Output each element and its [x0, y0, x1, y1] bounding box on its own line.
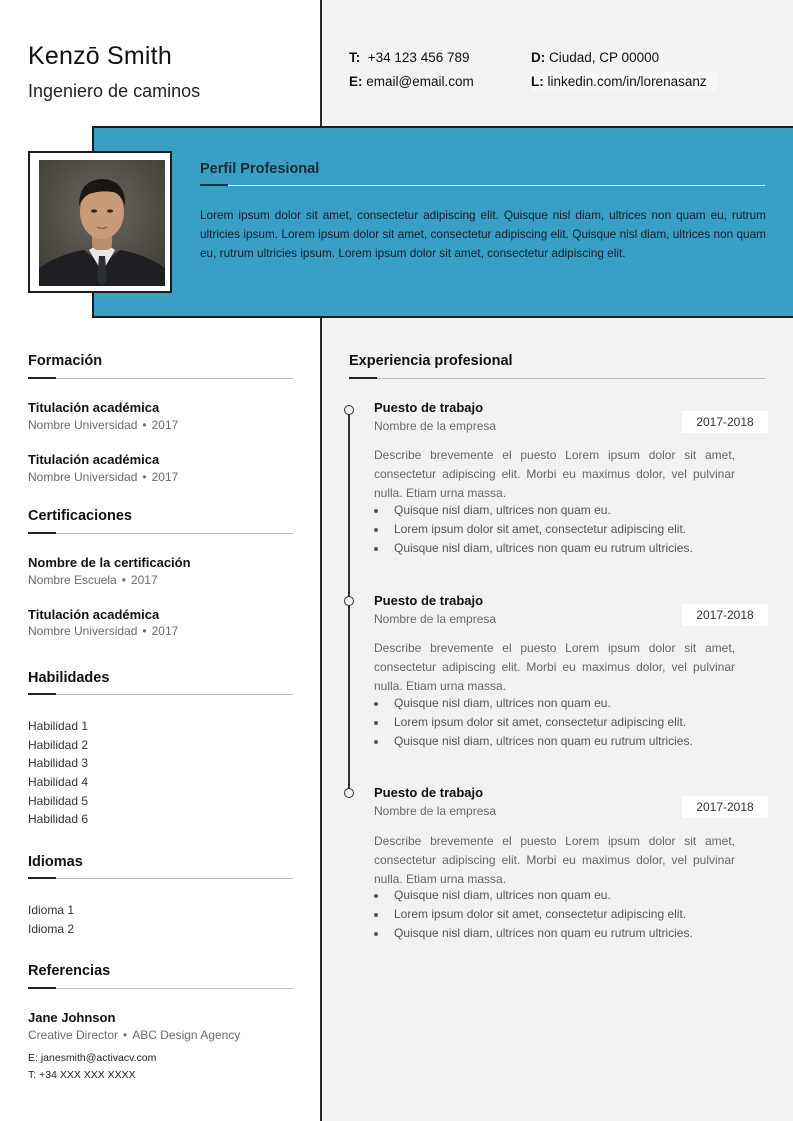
job-date: 2017-2018 — [682, 604, 768, 626]
certification-item-title: Titulación académica — [28, 607, 160, 622]
profile-text: Lorem ipsum dolor sit amet, consectetur adipiscing elit. Quisque nisl diam, ultrices non quam eu, rutrum ultricies ipsum. Lorem ipsum dolor sit amet, consectetur adipiscing elit. Quisque nisl diam, ultrices non quam eu, rutrum ultricies ipsum. Lorem ipsum dolor sit amet, consectetur adipiscing elit. — [200, 208, 766, 260]
profile-photo-frame — [28, 151, 172, 293]
education-title: Formación — [28, 353, 103, 369]
contact-email — [349, 74, 474, 89]
job-bullet — [374, 907, 686, 921]
certification-item-year: 2017 — [151, 624, 179, 638]
job-bullet-text: Quisque nisl diam, ultrices non quam eu rutrum ultricies. — [394, 541, 693, 555]
reference-position: Creative Director • ABC Design Agency — [28, 1028, 241, 1042]
reference-role: Creative Director — [28, 1028, 119, 1042]
reference-company: ABC Design Agency — [132, 1028, 241, 1042]
job-bullet-text: Quisque nisl diam, ultrices non quam eu. — [394, 696, 611, 710]
job-bullet-text: Lorem ipsum dolor sit amet, consectetur adipiscing elit. — [394, 907, 687, 921]
email-label: E: — [349, 74, 363, 89]
job-bullet-text: Quisque nisl diam, ultrices non quam eu rutrum ultricies. — [394, 734, 693, 748]
reference-email: E: janesmith@activacv.com — [28, 1052, 157, 1064]
reference-name: Jane Johnson — [28, 1010, 116, 1025]
experience-divider — [349, 378, 765, 379]
education-divider — [28, 378, 293, 379]
profile-divider — [200, 185, 765, 186]
job-bullet — [374, 541, 693, 555]
job-bullet — [374, 926, 693, 940]
education-item-school: Nombre Universidad — [28, 470, 138, 484]
contact-address — [531, 50, 659, 65]
timeline-node — [344, 405, 354, 415]
skills-divider — [28, 694, 293, 695]
job-bullet-text: Lorem ipsum dolor sit amet, consectetur adipiscing elit. — [394, 522, 687, 536]
skill-item: Habilidad 2 — [28, 738, 89, 752]
language-item: Idioma 2 — [28, 922, 75, 936]
job-bullet-text: Lorem ipsum dolor sit amet, consectetur adipiscing elit. — [394, 715, 687, 729]
education-item-sub: Nombre Universidad • 2017 — [28, 418, 179, 432]
languages-divider — [28, 878, 293, 879]
job-bullet — [374, 696, 611, 710]
contact-phone — [349, 50, 470, 65]
job-title: Puesto de trabajo — [374, 400, 484, 415]
linkedin-label: L: — [531, 74, 544, 89]
job-bullet — [374, 715, 686, 729]
profile-photo — [39, 160, 165, 286]
experience-title: Experiencia profesional — [349, 353, 513, 369]
job-company: Nombre de la empresa — [374, 804, 497, 818]
skill-item: Habilidad 3 — [28, 756, 89, 770]
address-label: D: — [531, 50, 546, 65]
languages-title: Idiomas — [28, 854, 83, 870]
certification-item-school: Nombre Universidad — [28, 624, 138, 638]
email-value: email@email.com — [366, 74, 474, 89]
timeline-node — [344, 788, 354, 798]
contact-linkedin — [531, 72, 717, 91]
job-title: Puesto de trabajo — [374, 593, 484, 608]
certification-item-year: 2017 — [130, 573, 158, 587]
profile-divider-accent — [200, 184, 228, 186]
education-item-year: 2017 — [151, 418, 179, 432]
education-item-title: Titulación académica — [28, 452, 160, 467]
job-company: Nombre de la empresa — [374, 419, 497, 433]
job-bullet — [374, 888, 611, 902]
certification-item-title: Nombre de la certificación — [28, 555, 191, 570]
skill-item: Habilidad 6 — [28, 812, 89, 826]
skill-item: Habilidad 5 — [28, 794, 89, 808]
job-title: Puesto de trabajo — [374, 785, 484, 800]
references-divider-accent — [28, 987, 56, 989]
candidate-name: Kenzō Smith — [28, 42, 172, 70]
skills-divider-accent — [28, 693, 56, 695]
timeline-node — [344, 596, 354, 606]
education-item-sub: Nombre Universidad • 2017 — [28, 470, 179, 484]
certification-item-school: Nombre Escuela — [28, 573, 117, 587]
address-value: Ciudad, CP 00000 — [549, 50, 660, 65]
job-bullet-text: Quisque nisl diam, ultrices non quam eu rutrum ultricies. — [394, 926, 693, 940]
job-bullet-text: Quisque nisl diam, ultrices non quam eu. — [394, 503, 611, 517]
profile-title: Perfil Profesional — [200, 161, 320, 177]
skill-item: Habilidad 4 — [28, 775, 89, 789]
job-bullet-text: Quisque nisl diam, ultrices non quam eu. — [394, 888, 611, 902]
certifications-divider-accent — [28, 532, 56, 534]
skill-item: Habilidad 1 — [28, 719, 89, 733]
education-item-school: Nombre Universidad — [28, 418, 138, 432]
education-item-title: Titulación académica — [28, 400, 160, 415]
language-item: Idioma 1 — [28, 903, 75, 917]
candidate-role: Ingeniero de caminos — [28, 81, 201, 101]
certification-item-sub: Nombre Universidad • 2017 — [28, 624, 179, 638]
linkedin-value: linkedin.com/in/lorenasanz — [547, 74, 707, 89]
education-divider-accent — [28, 377, 56, 379]
job-bullet — [374, 734, 693, 748]
job-company: Nombre de la empresa — [374, 612, 497, 626]
phone-value: +34 123 456 789 — [367, 50, 470, 65]
skills-title: Habilidades — [28, 670, 110, 686]
job-description: Describe brevemente el puesto Lorem ipsum dolor sit amet, consectetur adipiscing elit. Morbi eu maximus dolor, vel pulvinar nulla. Etiam urna massa. — [374, 641, 735, 693]
job-description: Describe brevemente el puesto Lorem ipsum dolor sit amet, consectetur adipiscing elit. Morbi eu maximus dolor, vel pulvinar nulla. Etiam urna massa. — [374, 448, 735, 500]
job-description: Describe brevemente el puesto Lorem ipsum dolor sit amet, consectetur adipiscing elit. Morbi eu maximus dolor, vel pulvinar nulla. Etiam urna massa. — [374, 834, 735, 886]
reference-phone: T: +34 XXX XXX XXXX — [28, 1069, 136, 1081]
certifications-title: Certificaciones — [28, 508, 132, 524]
job-bullet — [374, 522, 686, 536]
job-bullet — [374, 503, 611, 517]
languages-divider-accent — [28, 877, 56, 879]
education-item-year: 2017 — [151, 470, 179, 484]
experience-divider-accent — [349, 377, 377, 379]
references-title: Referencias — [28, 963, 111, 979]
certification-item-sub: Nombre Escuela • 2017 — [28, 573, 158, 587]
certifications-divider — [28, 533, 293, 534]
job-date: 2017-2018 — [682, 796, 768, 818]
job-date: 2017-2018 — [682, 411, 768, 433]
phone-label: T: — [349, 50, 361, 65]
references-divider — [28, 988, 293, 989]
